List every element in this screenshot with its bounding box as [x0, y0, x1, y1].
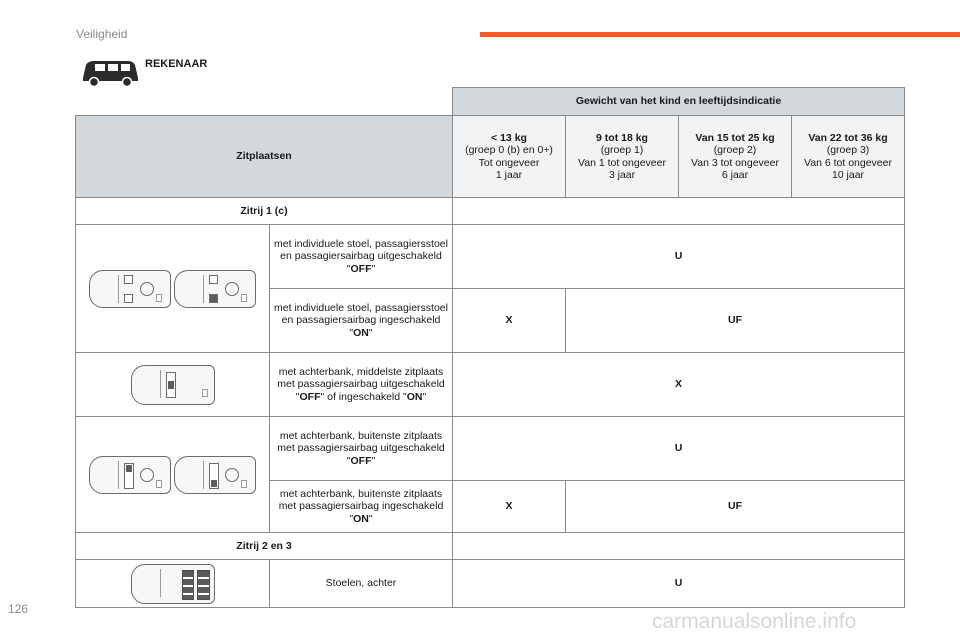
section-title: Veiligheid — [76, 27, 128, 41]
seats-header: Zitplaatsen — [76, 116, 453, 198]
seat-description: met achterbank, buitenste zitplaats met passagiersairbag uitgeschakeld "OFF" — [270, 417, 453, 481]
seat-description: met individuele stoel, passagiersstoel en passagiersairbag ingeschakeld "ON" — [270, 289, 453, 353]
car-bench-outer-on-icon — [174, 456, 256, 494]
seat-value-all: X — [453, 353, 905, 417]
header-accent-bar — [480, 32, 960, 37]
car-bench-outer-off-icon — [89, 456, 171, 494]
page-number: 126 — [8, 602, 29, 616]
seat-value-group-0: X — [453, 481, 566, 533]
seat-value-groups-1-3: UF — [566, 289, 905, 353]
front-seat-diagram — [76, 225, 270, 353]
seat-value-groups-1-3: UF — [566, 481, 905, 533]
seat-value-all: U — [453, 417, 905, 481]
seat-value-all: U — [453, 560, 905, 608]
group-0-header: < 13 kg (groep 0 (b) en 0+) Tot ongeveer 1 jaar — [453, 116, 566, 198]
child-seat-table — [75, 87, 905, 608]
bench-outer-diagram — [76, 417, 270, 533]
weight-header: Gewicht van het kind en leeftijdsindicatie — [453, 88, 905, 116]
group-2-header: Van 15 tot 25 kg (groep 2) Van 3 tot ongeveer 6 jaar — [679, 116, 792, 198]
car-seat-on-icon — [174, 270, 256, 308]
seat-description: met achterbank, middelste zitplaats met passagiersairbag uitgeschakeld "OFF" of ingeschakeld "ON" — [270, 353, 453, 417]
seat-description: met achterbank, buitenste zitplaats met passagiersairbag ingeschakeld "ON" — [270, 481, 453, 533]
car-rear-seats-icon — [131, 564, 215, 604]
calculator-title: REKENAAR — [145, 58, 208, 70]
group-3-header: Van 22 tot 36 kg (groep 3) Van 6 tot ongeveer 10 jaar — [792, 116, 905, 198]
seat-description: met individuele stoel, passagiersstoel en passagiersairbag uitgeschakeld "OFF" — [270, 225, 453, 289]
seat-description: Stoelen, achter — [270, 560, 453, 608]
bench-middle-diagram — [76, 353, 270, 417]
rear-seats-diagram — [76, 560, 270, 608]
watermark: carmanualsonline.info — [652, 610, 857, 633]
van-icon — [80, 56, 140, 88]
group-1-header: 9 tot 18 kg (groep 1) Van 1 tot ongeveer 3 jaar — [566, 116, 679, 198]
seat-value-all: U — [453, 225, 905, 289]
row-1-label: Zitrij 1 (c) — [76, 198, 453, 225]
seat-value-group-0: X — [453, 289, 566, 353]
row-2-label: Zitrij 2 en 3 — [76, 533, 453, 560]
car-seat-off-icon — [89, 270, 171, 308]
car-bench-middle-icon — [131, 365, 215, 405]
